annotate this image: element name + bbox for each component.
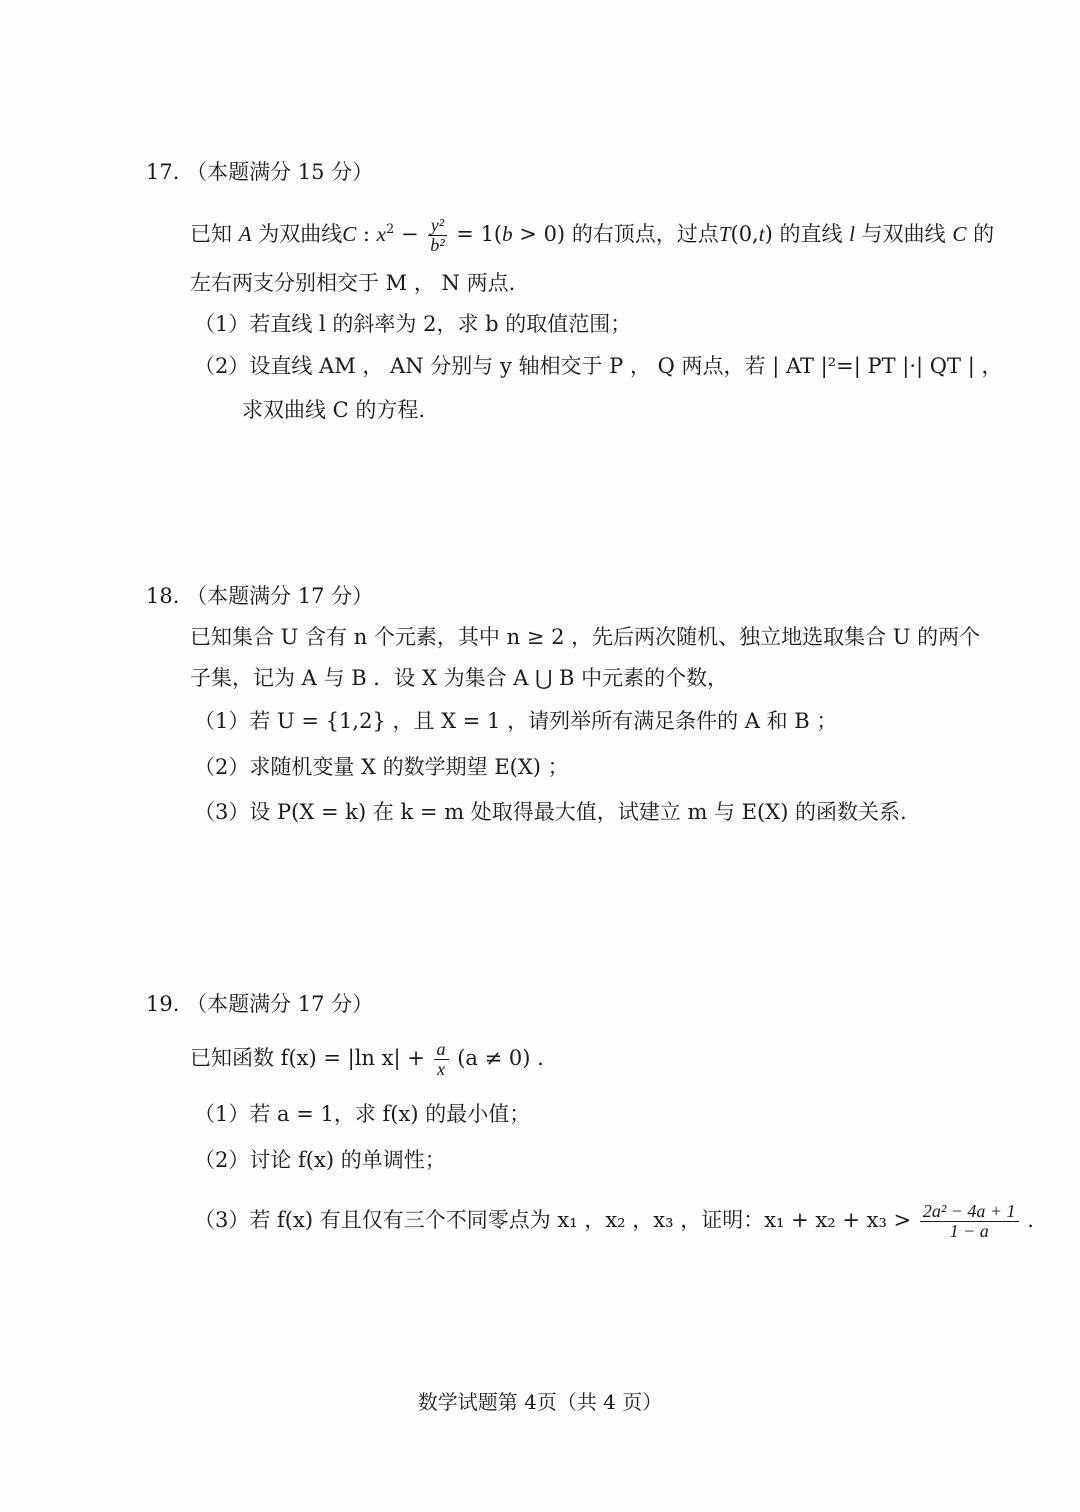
q19-part3: （3）若 f(x) 有且仅有三个不同零点为 x₁ ，x₂ ，x₃ ，证明：x₁ + x₂ + x₃ > $\frac{\text{2a² − 4a + 1}}{1 - a}$ .	[194, 1201, 1034, 1241]
q17-line2: 左右两支分别相交于 M ， N 两点.	[190, 271, 516, 295]
q17-line1: 已知 A 为双曲线C : $x^2$ − $\frac{\text{y²}}{\text{b²}}$ = 1(b > 0) 的右顶点，过点T(0,t) 的直线 l 与双曲线 C 的	[190, 215, 995, 255]
q19-line1: 已知函数 f(x) = |ln x| + $\frac{a}{x}$ (a ≠ 0) .	[190, 1039, 544, 1079]
q19-part3-fraction: $\frac{\text{2a² − 4a + 1}}{1 - a}$	[920, 1202, 1019, 1241]
q19-fraction: $\frac{a}{x}$	[434, 1040, 449, 1079]
q17-part2-cont: 求双曲线 C 的方程.	[242, 398, 426, 422]
q17-part2: （2）设直线 AM ， AN 分别与 y 轴相交于 P ， Q 两点，若 | AT |²=| PT |·| QT | ，	[194, 354, 1003, 378]
q18-part2: （2）求随机变量 X 的数学期望 E(X) ；	[194, 755, 569, 779]
q17-part1: （1）若直线 l 的斜率为 2，求 b 的取值范围；	[194, 312, 632, 336]
q18-heading: 18. （本题满分 17 分）	[146, 584, 374, 608]
q17-heading: 17. （本题满分 15 分）	[146, 160, 374, 184]
q18-line1: 已知集合 U 含有 n 个元素，其中 n ≥ 2 ，先后两次随机、独立地选取集合 U 的两个	[190, 625, 981, 649]
q19-part2: （2）讨论 f(x) 的单调性；	[194, 1148, 446, 1172]
q18-line2: 子集，记为 A 与 B ．设 X 为集合 A ⋃ B 中元素的个数，	[190, 666, 729, 690]
q18-part1: （1）若 U = {1,2} ，且 X = 1 ，请列举所有满足条件的 A 和 B ；	[194, 709, 838, 733]
q18-part3: （3）设 P(X = k) 在 k = m 处取得最大值，试建立 m 与 E(X) 的函数关系.	[194, 800, 907, 824]
q17-fraction: $\frac{\text{y²}}{\text{b²}}$	[427, 216, 447, 255]
q19-part1: （1）若 a = 1，求 f(x) 的最小值；	[194, 1102, 531, 1126]
q19-heading: 19. （本题满分 17 分）	[146, 992, 374, 1016]
page-footer: 数学试题第 4页（共 4 页）	[417, 1390, 663, 1414]
